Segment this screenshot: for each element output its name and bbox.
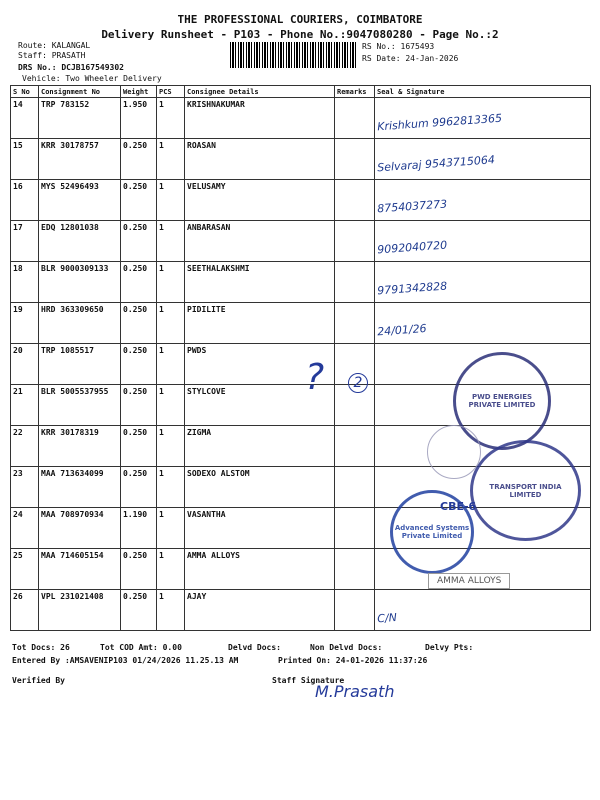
row-weight: 0.250 bbox=[121, 221, 157, 262]
table-row bbox=[11, 139, 591, 180]
row-pcs: 1 bbox=[157, 590, 185, 631]
row-weight: 0.250 bbox=[121, 180, 157, 221]
rs-number: RS No.: 1675493 bbox=[362, 42, 435, 51]
row-consignee: SEETHALAKSHMI bbox=[185, 262, 335, 303]
row-pcs: 1 bbox=[157, 344, 185, 385]
drs-number: DRS No.: DCJB167549302 bbox=[18, 63, 124, 72]
row-pcs: 1 bbox=[157, 221, 185, 262]
row-weight: 0.250 bbox=[121, 549, 157, 590]
company-seal-stamp: PWD ENERGIES PRIVATE LIMITED bbox=[453, 352, 551, 450]
row-consignment-no: TRP 1085517 bbox=[39, 344, 121, 385]
handwritten-signature: C/N bbox=[376, 610, 398, 625]
row-weight: 0.250 bbox=[121, 467, 157, 508]
row-consignee: ANBARASAN bbox=[185, 221, 335, 262]
total-cod: Tot COD Amt: 0.00 bbox=[100, 643, 182, 652]
vehicle-label: Vehicle: Two Wheeler Delivery bbox=[22, 74, 162, 83]
row-consignee: PIDILITE bbox=[185, 303, 335, 344]
table-row bbox=[11, 98, 591, 139]
row-consignee: STYLCOVE bbox=[185, 385, 335, 426]
row-remarks bbox=[335, 508, 375, 549]
handwritten-signature: 24/01/26 bbox=[376, 321, 427, 338]
question-mark-scrawl: ? bbox=[305, 357, 325, 398]
row-consignment-no: VPL 231021408 bbox=[39, 590, 121, 631]
row-sno: 18 bbox=[11, 262, 39, 303]
row-pcs: 1 bbox=[157, 139, 185, 180]
row-remarks bbox=[335, 262, 375, 303]
row-pcs: 1 bbox=[157, 180, 185, 221]
col-weight: Weight bbox=[121, 86, 157, 98]
delivered-docs: Delvd Docs: bbox=[228, 643, 281, 652]
company-title: THE PROFESSIONAL COURIERS, COIMBATORE bbox=[177, 13, 423, 26]
row-consignment-no: KRR 30178319 bbox=[39, 426, 121, 467]
row-consignment-no: TRP 783152 bbox=[39, 98, 121, 139]
row-remarks bbox=[335, 467, 375, 508]
row-remarks bbox=[335, 221, 375, 262]
table-row bbox=[11, 262, 591, 303]
row-pcs: 1 bbox=[157, 549, 185, 590]
row-sno: 14 bbox=[11, 98, 39, 139]
row-pcs: 1 bbox=[157, 303, 185, 344]
row-weight: 1.190 bbox=[121, 508, 157, 549]
row-consignment-no: MYS 52496493 bbox=[39, 180, 121, 221]
row-consignment-no: KRR 30178757 bbox=[39, 139, 121, 180]
row-weight: 0.250 bbox=[121, 139, 157, 180]
table-row bbox=[11, 180, 591, 221]
row-consignment-no: HRD 363309650 bbox=[39, 303, 121, 344]
row-sno: 22 bbox=[11, 426, 39, 467]
row-signature bbox=[375, 590, 591, 631]
row-signature bbox=[375, 303, 591, 344]
row-sno: 26 bbox=[11, 590, 39, 631]
entered-by: Entered By :AMSAVENIP103 01/24/2026 11.25.13 AM bbox=[12, 656, 239, 665]
row-sno: 16 bbox=[11, 180, 39, 221]
col-signature: Seal & Signature bbox=[375, 86, 591, 98]
table-row bbox=[11, 303, 591, 344]
delivery-points: Delvy Pts: bbox=[425, 643, 474, 652]
row-consignee: AMMA ALLOYS bbox=[185, 549, 335, 590]
row-consignment-no: MAA 713634099 bbox=[39, 467, 121, 508]
row-remarks bbox=[335, 180, 375, 221]
row-signature bbox=[375, 262, 591, 303]
handwritten-signature: 8754037273 bbox=[376, 196, 448, 215]
row-consignment-no: BLR 9000309133 bbox=[39, 262, 121, 303]
row-consignee: VELUSAMY bbox=[185, 180, 335, 221]
row-remarks bbox=[335, 426, 375, 467]
col-sno: S No bbox=[11, 86, 39, 98]
row-weight: 0.250 bbox=[121, 426, 157, 467]
row-sno: 24 bbox=[11, 508, 39, 549]
table-row bbox=[11, 590, 591, 631]
row-consignment-no: EDQ 12801038 bbox=[39, 221, 121, 262]
row-consignee: VASANTHA bbox=[185, 508, 335, 549]
staff-signature-scrawl: M.Prasath bbox=[315, 682, 395, 701]
row-signature bbox=[375, 221, 591, 262]
table-header-row bbox=[11, 86, 591, 98]
row-consignee: KRISHNAKUMAR bbox=[185, 98, 335, 139]
row-sno: 23 bbox=[11, 467, 39, 508]
row-pcs: 1 bbox=[157, 262, 185, 303]
row-pcs: 1 bbox=[157, 467, 185, 508]
verified-by: Verified By bbox=[12, 676, 65, 685]
handwritten-signature: 9092040720 bbox=[376, 237, 448, 256]
printed-on: Printed On: 24-01-2026 11:37:26 bbox=[278, 656, 428, 665]
col-consignee: Consignee Details bbox=[185, 86, 335, 98]
row-consignee: ZIGMA bbox=[185, 426, 335, 467]
col-consignment: Consignment No bbox=[39, 86, 121, 98]
row-remarks bbox=[335, 139, 375, 180]
row-sno: 15 bbox=[11, 139, 39, 180]
row-weight: 0.250 bbox=[121, 385, 157, 426]
row-signature bbox=[375, 139, 591, 180]
row-weight: 1.950 bbox=[121, 98, 157, 139]
row-sno: 21 bbox=[11, 385, 39, 426]
staff-signature-label: Staff Signature bbox=[272, 676, 345, 685]
circled-two-scrawl: 2 bbox=[348, 373, 368, 393]
row-pcs: 1 bbox=[157, 426, 185, 467]
row-sno: 20 bbox=[11, 344, 39, 385]
col-remarks: Remarks bbox=[335, 86, 375, 98]
amma-alloys-stamp: AMMA ALLOYS bbox=[428, 573, 510, 589]
row-consignee: AJAY bbox=[185, 590, 335, 631]
row-weight: 0.250 bbox=[121, 344, 157, 385]
row-consignee: PWDS bbox=[185, 344, 335, 385]
row-consignee: ROASAN bbox=[185, 139, 335, 180]
row-consignment-no: MAA 708970934 bbox=[39, 508, 121, 549]
row-pcs: 1 bbox=[157, 508, 185, 549]
staff-label: Staff: PRASATH bbox=[18, 51, 86, 60]
row-consignee: SODEXO ALSTOM bbox=[185, 467, 335, 508]
barcode-icon bbox=[230, 42, 358, 68]
row-consignment-no: BLR 5005537955 bbox=[39, 385, 121, 426]
row-weight: 0.250 bbox=[121, 262, 157, 303]
handwritten-signature: 9791342828 bbox=[376, 278, 448, 297]
row-remarks bbox=[335, 303, 375, 344]
row-remarks bbox=[335, 590, 375, 631]
runsheet-subtitle: Delivery Runsheet - P103 - Phone No.:9047080280 - Page No.:2 bbox=[101, 28, 499, 41]
total-docs: Tot Docs: 26 bbox=[12, 643, 70, 652]
row-remarks bbox=[335, 98, 375, 139]
handwritten-signature: Krishkum 9962813365 bbox=[376, 111, 503, 133]
row-signature bbox=[375, 98, 591, 139]
transport-seal-stamp: TRANSPORT INDIA LIMITED bbox=[470, 440, 581, 541]
row-pcs: 1 bbox=[157, 98, 185, 139]
handwritten-signature: Selvaraj 9543715064 bbox=[376, 152, 496, 174]
row-sno: 17 bbox=[11, 221, 39, 262]
table-row bbox=[11, 221, 591, 262]
rs-date: RS Date: 24-Jan-2026 bbox=[362, 54, 459, 63]
row-consignment-no: MAA 714605154 bbox=[39, 549, 121, 590]
cbe-stamp-text: CBE-6 bbox=[440, 500, 477, 513]
row-sno: 19 bbox=[11, 303, 39, 344]
row-remarks bbox=[335, 549, 375, 590]
systems-seal-stamp: Advanced Systems Private Limited bbox=[390, 490, 474, 574]
row-sno: 25 bbox=[11, 549, 39, 590]
non-delivered-docs: Non Delvd Docs: bbox=[310, 643, 383, 652]
small-round-stamp bbox=[427, 425, 481, 479]
row-signature bbox=[375, 180, 591, 221]
row-pcs: 1 bbox=[157, 385, 185, 426]
row-weight: 0.250 bbox=[121, 303, 157, 344]
col-pcs: PCS bbox=[157, 86, 185, 98]
route-label: Route: KALANGAL bbox=[18, 41, 91, 50]
row-weight: 0.250 bbox=[121, 590, 157, 631]
